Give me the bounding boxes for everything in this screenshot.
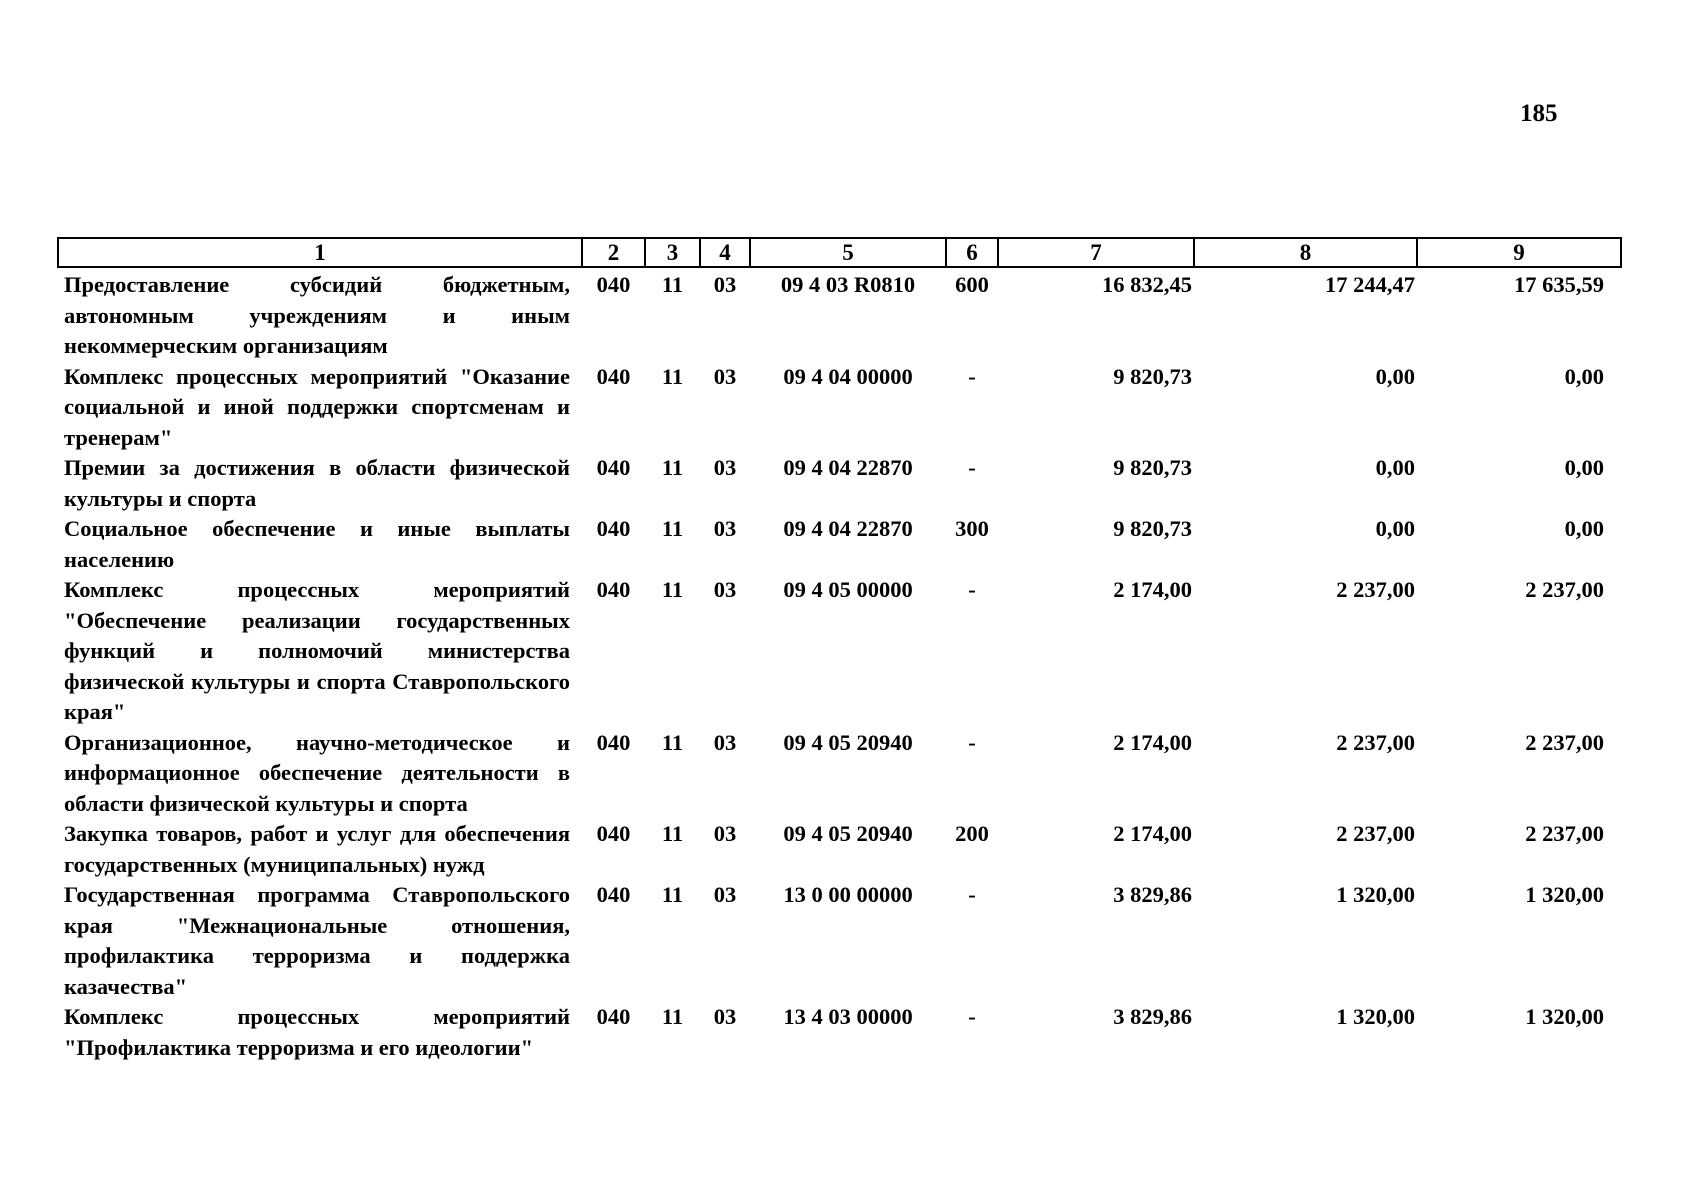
column-header: 2 [582,238,645,267]
row-ministry-code: 040 [596,363,631,389]
row-subsection-code: 03 [713,577,737,602]
row-subsection-code: 03 [713,1004,737,1029]
row-target-article: 13 0 00 00000 [783,882,913,907]
row-amount-col7: 9 820,73 [1113,363,1192,389]
row-subsection-code: 03 [713,516,737,541]
row-target-article: 13 4 03 00000 [783,1004,913,1029]
row-name: Комплекс процессных мероприятий "Оказание социальной и иной поддержки спортсменам и тренерам" [64,363,570,450]
column-header: 9 [1417,238,1621,267]
row-amount-col8: 1 320,00 [1336,1004,1415,1029]
table-row [58,267,1621,362]
row-amount-col8: 0,00 [1375,363,1415,389]
row-subsection-code: 03 [713,455,737,480]
row-subsection-code: 03 [713,729,737,755]
row-expense-type: 300 [955,516,989,541]
row-section-code: 11 [661,272,684,297]
row-amount-col9: 17 635,59 [1514,272,1604,297]
row-name: Комплекс процессных мероприятий "Обеспечение реализации государственных функций и полномочий министерства физической культуры и спорта Ставропольского края" [64,577,570,724]
row-amount-col7: 3 829,86 [1113,882,1192,907]
table-row [58,1002,1621,1063]
row-target-article: 09 4 04 22870 [783,516,913,541]
row-ministry-code: 040 [596,577,631,602]
row-target-article: 09 4 05 20940 [783,729,913,755]
row-amount-col7: 16 832,45 [1102,272,1192,297]
row-name: Предоставление субсидий бюджетным, автономным учреждениям и иным некоммерческим организациям [64,272,570,358]
row-amount-col9: 0,00 [1564,516,1604,541]
row-expense-type: - [968,577,976,602]
table-row [58,575,1621,728]
row-target-article: 09 4 03 R0810 [780,272,916,297]
row-amount-col9: 0,00 [1564,455,1604,480]
row-amount-col7: 9 820,73 [1113,455,1192,480]
table-row [58,880,1621,1002]
row-amount-col9: 0,00 [1564,363,1604,389]
table-row [58,728,1621,820]
row-subsection-code: 03 [713,882,737,907]
row-name: Организационное, научно-методическое и информационное обеспечение деятельности в области физической культуры и спорта [64,729,570,816]
row-subsection-code: 03 [713,821,737,846]
row-expense-type: - [968,882,976,907]
row-expense-type: - [968,729,976,755]
row-section-code: 11 [661,729,684,755]
row-name: Комплекс процессных мероприятий "Профилактика терроризма и его идеологии" [64,1004,570,1060]
row-amount-col8: 1 320,00 [1336,882,1415,907]
row-amount-col7: 9 820,73 [1113,516,1192,541]
row-section-code: 11 [661,821,684,846]
row-amount-col9: 2 237,00 [1525,729,1604,755]
row-target-article: 09 4 04 00000 [783,363,913,389]
row-ministry-code: 040 [596,516,631,541]
table-row [58,514,1621,575]
row-subsection-code: 03 [713,272,737,297]
page-number: 185 [1520,100,1558,127]
row-amount-col8: 2 237,00 [1336,729,1415,755]
row-target-article: 09 4 04 22870 [783,455,913,480]
row-ministry-code: 040 [596,272,631,297]
row-target-article: 09 4 05 00000 [783,577,913,602]
column-header: 4 [700,238,750,267]
row-section-code: 11 [661,363,684,389]
row-amount-col7: 2 174,00 [1113,729,1192,755]
row-amount-col7: 2 174,00 [1113,577,1192,602]
row-ministry-code: 040 [596,882,631,907]
row-ministry-code: 040 [596,1004,631,1029]
row-section-code: 11 [661,516,684,541]
row-name: Социальное обеспечение и иные выплаты населению [64,516,570,572]
row-target-article: 09 4 05 20940 [783,821,913,846]
column-header: 5 [750,238,946,267]
row-ministry-code: 040 [596,455,631,480]
column-header: 6 [946,238,998,267]
row-ministry-code: 040 [596,821,631,846]
row-name: Премии за достижения в области физической культуры и спорта [64,455,570,511]
table-header-row [58,238,1621,267]
row-amount-col8: 2 237,00 [1336,577,1415,602]
row-amount-col9: 2 237,00 [1525,821,1604,846]
table-row [58,453,1621,514]
row-name: Закупка товаров, работ и услуг для обеспечения государственных (муниципальных) нужд [64,821,570,877]
column-header: 3 [645,238,700,267]
row-name: Государственная программа Ставропольского края "Межнациональные отношения, профилактика терроризма и поддержка казачества" [64,882,570,999]
row-amount-col8: 2 237,00 [1336,821,1415,846]
table-row [58,362,1621,454]
row-ministry-code: 040 [596,729,631,755]
row-amount-col9: 2 237,00 [1525,577,1604,602]
column-header: 7 [998,238,1194,267]
budget-table [57,237,1622,1063]
row-amount-col8: 0,00 [1375,455,1415,480]
row-expense-type: 600 [955,272,989,297]
table-row [58,819,1621,880]
row-amount-col9: 1 320,00 [1525,882,1604,907]
row-expense-type: - [968,455,976,480]
row-amount-col7: 2 174,00 [1113,821,1192,846]
row-subsection-code: 03 [713,363,737,389]
row-expense-type: - [968,363,976,389]
row-expense-type: - [968,1004,976,1029]
row-section-code: 11 [661,577,684,602]
column-header: 1 [58,238,582,267]
row-amount-col8: 17 244,47 [1325,272,1415,297]
column-header: 8 [1194,238,1417,267]
row-section-code: 11 [661,1004,684,1029]
row-amount-col7: 3 829,86 [1113,1004,1192,1029]
row-amount-col9: 1 320,00 [1525,1004,1604,1029]
row-section-code: 11 [661,455,684,480]
row-expense-type: 200 [955,821,989,846]
row-amount-col8: 0,00 [1375,516,1415,541]
row-section-code: 11 [661,882,684,907]
